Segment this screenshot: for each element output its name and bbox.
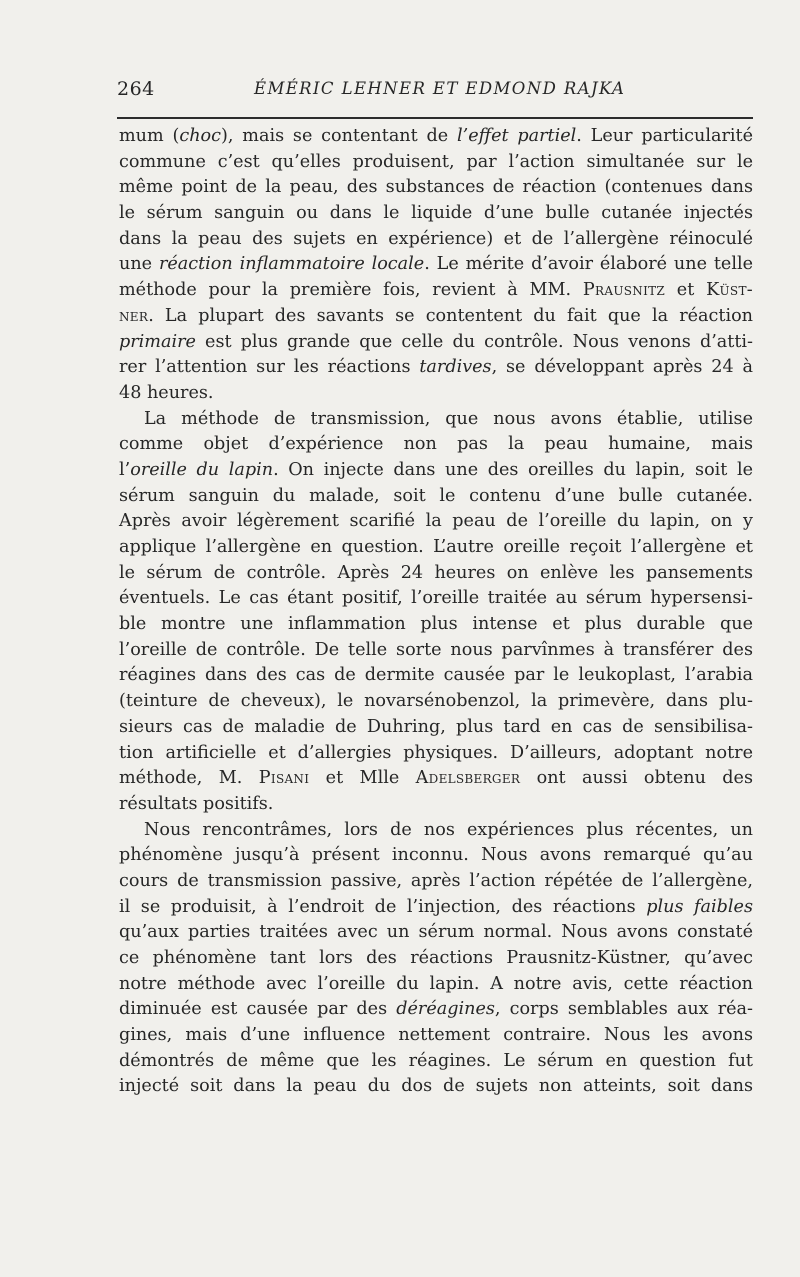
text-run: La méthode de transmission, que nous avons établie, utilise [144,408,753,429]
text-run: notre méthode avec l’oreille du lapin. A notre avis, cette réaction [119,973,753,994]
text-line [119,355,753,381]
text-line [119,843,753,869]
text-line [119,818,753,844]
text-line [119,432,753,458]
text-line [119,278,753,304]
italic-text: primaire [119,331,196,352]
text-run: même point de la peau, des substances de réaction (contenues dans [119,177,753,198]
text-run: gines, mais d’une influence nettement contraire. Nous les avons [119,1025,753,1046]
text-run: Nous rencontrâmes, lors de nos expériences plus récentes, un [144,819,753,840]
text-run: éventuels. Le cas étant positif, l’oreille traitée au sérum hypersensi- [119,588,753,609]
text-line [119,663,753,689]
italic-text: l’effet partiel [457,126,577,146]
text-line [119,1074,753,1100]
text-line [119,766,753,792]
text-line [119,484,753,510]
text-line [119,535,753,561]
text-run: cours de transmission passive, après l’action répétée de l’allergène, [119,870,753,891]
text-run: réagines dans des cas de dermite causée par le leukoplast, l’arabia [119,665,753,686]
italic-text: choc [179,126,222,146]
text-run: l’ [119,459,131,480]
text-run: . On injecte dans une des oreilles du lapin, soit le [273,459,753,480]
text-run: Après avoir légèrement scarifié la peau de l’oreille du lapin, on y [119,511,753,532]
italic-text: déréagines [396,999,495,1020]
text-line [119,381,753,407]
text-line [119,920,753,946]
small-caps-name: Pisani [258,768,310,789]
text-run: . La plupart des savants se contentent du fait que la réaction [148,305,753,326]
text-run: . Leur particularité [576,126,753,146]
text-run: une [119,254,159,275]
text-run: ont aussi obtenu des [520,768,753,789]
text-line [119,201,753,227]
text-run: l’oreille de contrôle. De telle sorte nous parvînmes à transférer des [119,639,753,660]
page-number: 264 [117,78,155,100]
text-run: est plus grande que celle du contrôle. Nous venons d’atti- [195,331,753,352]
text-run: 48 heures. [119,382,214,403]
text-line [119,175,753,201]
text-run: , corps semblables aux réa- [494,999,753,1020]
text-line [119,715,753,741]
small-caps-name: Küst- [706,280,753,301]
text-line [119,946,753,972]
text-line [119,895,753,921]
text-run: . Le mérite d’avoir élaboré une telle [424,254,753,275]
text-run: (teinture de cheveux), le novarsénobenzol, la primevère, dans plu- [119,691,753,712]
text-line [119,330,753,356]
text-line [119,612,753,638]
text-line [119,458,753,484]
italic-text: oreille du lapin [130,459,274,480]
text-run: ), mais se contentant de [221,126,457,146]
text-line [119,509,753,535]
text-line [119,227,753,253]
text-run: mum ( [119,126,180,146]
text-run: résultats positifs. [119,793,274,814]
text-run: tion artificielle et d’allergies physiques. D’ailleurs, adoptant notre [119,742,753,763]
text-run: ce phénomène tant lors des réactions Prausnitz-Küstner, qu’avec [119,948,753,968]
text-run: et [665,280,707,301]
italic-text: réaction inflammatoire locale [158,254,425,275]
running-title: ÉMÉRIC LEHNER ET EDMOND RAJKA [254,79,626,98]
small-caps-name: Adelsberger [415,768,521,789]
text-line [119,561,753,587]
text-line [119,792,753,818]
text-run: le sérum sanguin ou dans le liquide d’une bulle cutanée injectés [119,203,753,224]
text-run: commune c’est qu’elles produisent, par l’action simultanée sur le [119,151,753,172]
header-rule [117,117,753,119]
text-run: méthode, M. [119,768,259,789]
text-line [119,741,753,767]
italic-text: plus faibles [646,896,753,917]
text-line [119,972,753,998]
text-run: ble montre une inflammation plus intense et plus durable que [119,614,753,635]
text-run: comme objet d’expérience non pas la peau humaine, mais [119,434,753,455]
text-line [119,1049,753,1075]
text-line [119,1023,753,1049]
small-caps-name: Prausnitz [582,280,666,301]
small-caps-name: ner [119,305,149,326]
text-run: diminuée est causée par des [119,999,397,1020]
text-run: sérum sanguin du malade, soit le contenu d’une bulle cutanée. [119,485,753,506]
text-line [119,586,753,612]
text-run: , se développant après 24 à [491,357,754,378]
text-line [119,252,753,278]
text-run: injecté soit dans la peau du dos de sujets non atteints, soit dans [119,1076,753,1097]
text-run: rer l’attention sur les réactions [119,357,420,378]
text-run: phénomène jusqu’à présent inconnu. Nous avons remarqué qu’au [119,845,753,866]
text-line [119,304,753,330]
text-line [119,997,753,1023]
text-run: dans la peau des sujets en expérience) et de l’allergène réinoculé [119,228,753,249]
text-run: qu’aux parties traitées avec un sérum normal. Nous avons constaté [119,922,753,943]
text-line [119,124,753,150]
body-text [119,124,753,1100]
text-run: il se produisit, à l’endroit de l’injection, des réactions [119,896,647,917]
text-line [119,689,753,715]
running-head [117,78,753,104]
text-line [119,638,753,664]
text-line [119,407,753,433]
text-run: et Mlle [309,768,416,789]
text-run: démontrés de même que les réagines. Le sérum en question fut [119,1050,753,1071]
italic-text: tardives [419,357,492,378]
text-run: applique l’allergène en question. L’autre oreille reçoit l’allergène et [119,537,753,557]
text-run: le sérum de contrôle. Après 24 heures on enlève les pansements [119,562,753,583]
text-run: sieurs cas de maladie de Duhring, plus tard en cas de sensibilisa- [119,716,753,737]
text-line [119,150,753,176]
text-line [119,869,753,895]
text-run: méthode pour la première fois, revient à MM. [119,280,583,301]
